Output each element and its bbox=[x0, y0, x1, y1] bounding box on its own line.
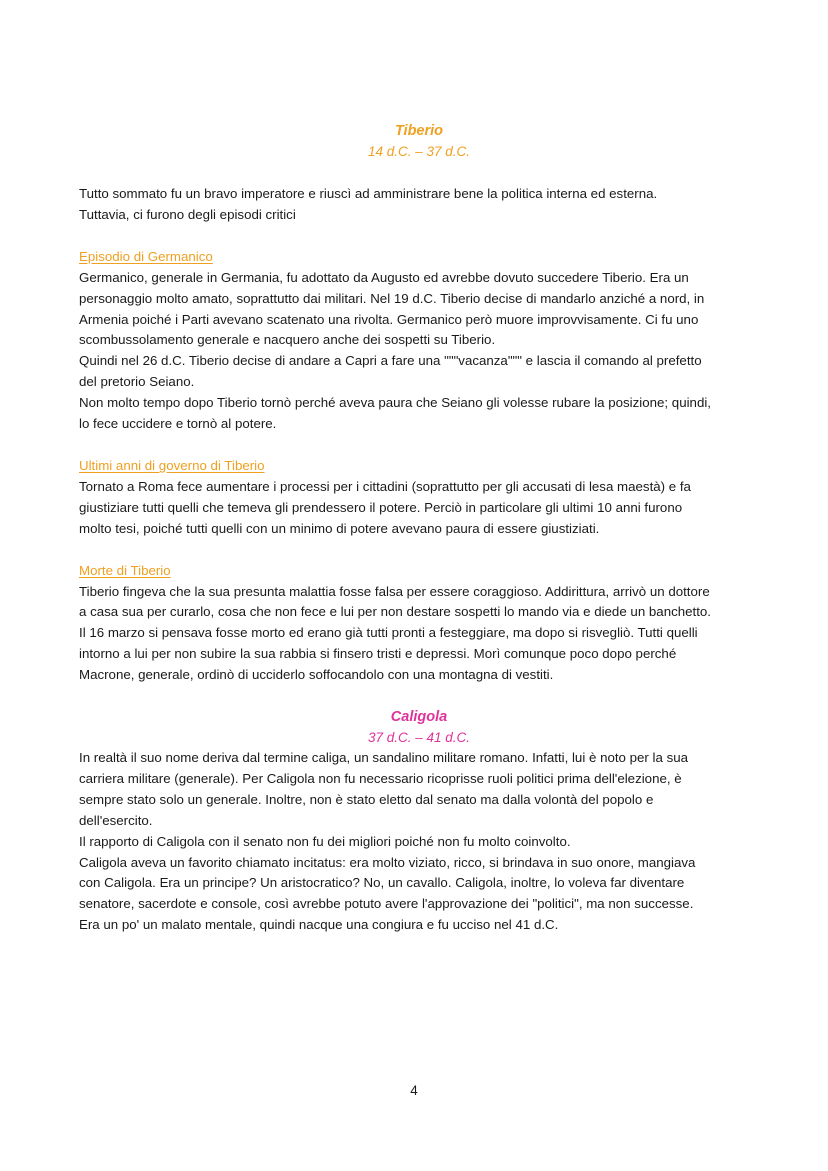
tiberio-title: Tiberio bbox=[394, 123, 444, 139]
caligola-line: In realtà il suo nome deriva dal termine caliga, un sandalino militare romano. Infatti, lui è noto per la sua bbox=[79, 750, 689, 766]
section-line: Non molto tempo dopo Tiberio tornò perché aveva paura che Seiano gli volesse rubare la posizione; quindi, bbox=[79, 395, 711, 411]
caligola-line: sempre stato solo un generale. Inoltre, non è stato eletto dal senato ma dalla volontà del popolo e bbox=[79, 791, 654, 807]
section-heading: Ultimi anni di governo di Tiberio bbox=[79, 457, 265, 473]
section-line: giustiziare tutti quelli che temeva gli prendessero il potere. Perciò in particolare gli ultimi 10 anni furono bbox=[79, 499, 683, 515]
section-heading: Morte di Tiberio bbox=[79, 562, 171, 578]
section-line: Macrone, generale, ordinò di ucciderlo soffocandolo con una montagna di vestiti. bbox=[79, 667, 554, 683]
section-ultimi-anni bbox=[79, 456, 759, 540]
page-content bbox=[79, 121, 759, 936]
section-line: Quindi nel 26 d.C. Tiberio decise di andare a Capri a fare una """vacanza""" e lascia il comando al prefetto bbox=[79, 353, 702, 369]
caligola-dates: 37 d.C. – 41 d.C. bbox=[367, 730, 471, 746]
caligola-title: Caligola bbox=[390, 709, 448, 726]
intro-line: Tuttavia, ci furono degli episodi critici bbox=[79, 206, 296, 222]
section-morte bbox=[79, 561, 759, 686]
section-line: Tornato a Roma fece aumentare i processi per i cittadini (soprattutto per gli accusati di lesa maestà) e fa bbox=[79, 478, 691, 494]
page-number: 4 bbox=[410, 1083, 418, 1098]
caligola-body bbox=[79, 748, 759, 936]
caligola-line: Caligola aveva un favorito chiamato incitatus: era molto viziato, ricco, si brindava in suo onore, mangiava bbox=[79, 854, 696, 870]
intro-line: Tutto sommato fu un bravo imperatore e riuscì ad amministrare bene la politica interna ed esterna. bbox=[79, 186, 658, 201]
section-germanico bbox=[79, 247, 759, 435]
caligola-line: Il rapporto di Caligola con il senato non fu dei migliori poiché non fu molto coinvolto. bbox=[79, 833, 571, 849]
section-line: Germanico, generale in Germania, fu adottato da Augusto ed avrebbe dovuto succedere Tiberio. Era un bbox=[79, 269, 689, 285]
section-line: scombussolamento generale e nacquero anche dei sospetti su Tiberio. bbox=[79, 332, 496, 348]
section-line: a casa sua per curarlo, cosa che non fece e lui per non destare sospetti lo mando via e diede un banchetto. bbox=[79, 604, 712, 620]
section-line: del pretorio Seiano. bbox=[79, 374, 195, 390]
section-line: lo fece uccidere e tornò al potere. bbox=[79, 416, 277, 432]
caligola-line: Era un po' un malato mentale, quindi nacque una congiura e fu ucciso nel 41 d.C. bbox=[79, 917, 559, 933]
tiberio-dates: 14 d.C. – 37 d.C. bbox=[367, 144, 471, 159]
section-line: Il 16 marzo si pensava fosse morto ed erano già tutti pronti a festeggiare, ma dopo si risvegliò. Tutti quelli bbox=[79, 625, 698, 641]
section-heading: Episodio di Germanico bbox=[79, 248, 213, 264]
section-line: intorno a lui per non subire la sua rabbia si finsero tristi e depressi. Morì comunque poco dopo perché bbox=[79, 646, 677, 662]
caligola-line: con Caligola. Era un principe? Un aristocratico? No, un cavallo. Caligola, inoltre, lo voleva far diventare bbox=[79, 875, 685, 891]
section-line: Tiberio fingeva che la sua presunta malattia fosse falsa per essere coraggioso. Addirittura, arrivò un dottore bbox=[79, 583, 710, 599]
section-line: personaggio molto amato, soprattutto dai militari. Nel 19 d.C. Tiberio decise di mandarlo anziché a nord, in bbox=[79, 290, 705, 306]
caligola-line: senatore, sacerdote e console, così avrebbe potuto avere l'approvazione dei "politici", ma non successe. bbox=[79, 896, 694, 912]
tiberio-intro bbox=[79, 184, 759, 226]
section-line: Armenia poiché i Parti avevano scatenato una rivolta. Germanico però muore improvvisamente. Ci fu uno bbox=[79, 311, 699, 327]
caligola-line: carriera militare (generale). Per Caligola non fu necessario ricoprisse ruoli politici prima dell'elezione, è bbox=[79, 770, 682, 786]
section-line: molto tesi, poiché tutti quelli con un minimo di potere avevano paura di essere giustiziati. bbox=[79, 520, 600, 536]
caligola-line: dell'esercito. bbox=[79, 812, 153, 828]
